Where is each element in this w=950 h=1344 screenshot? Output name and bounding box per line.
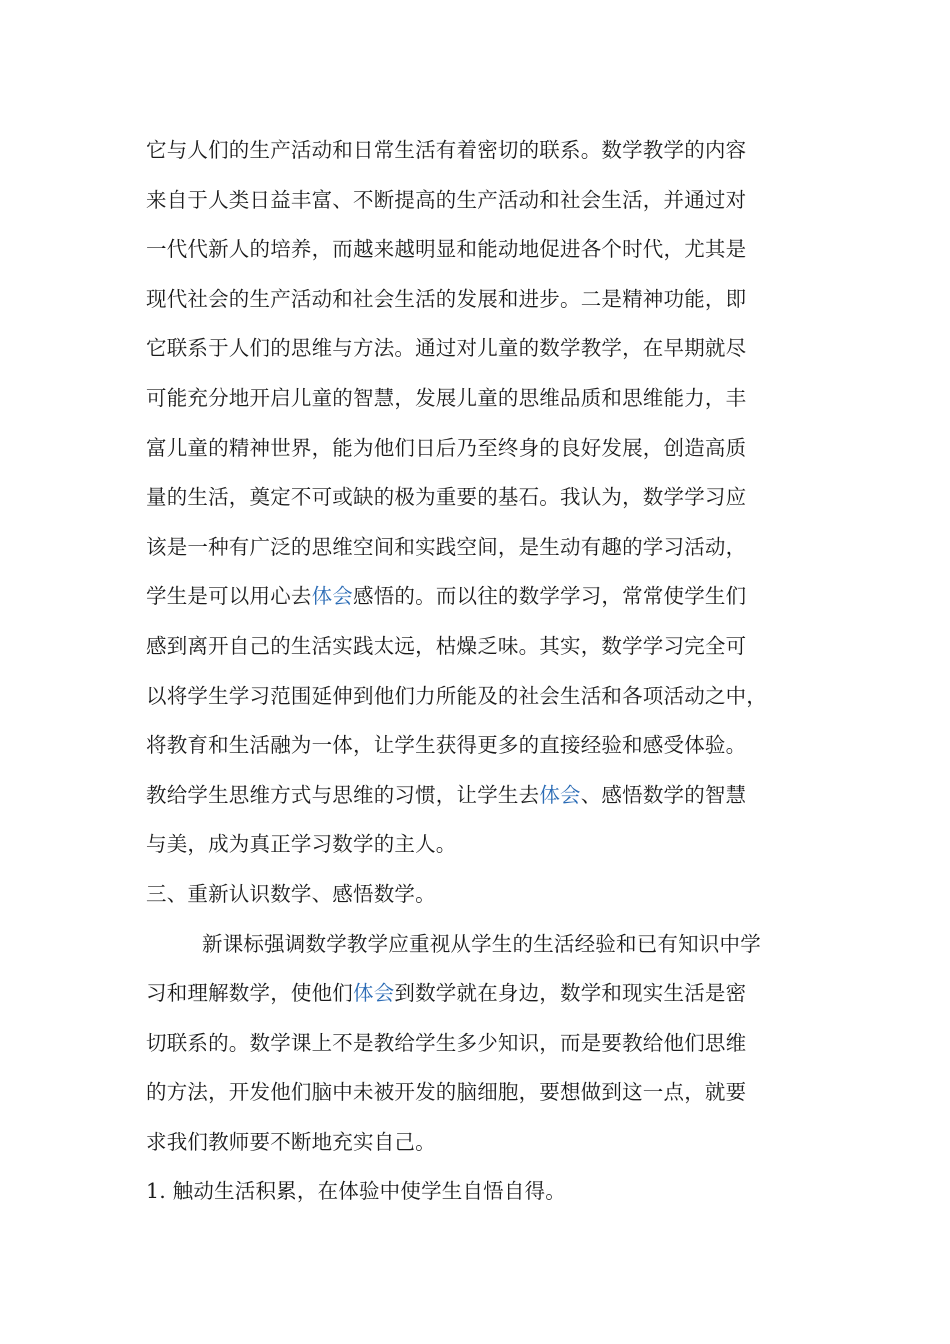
paragraph-line: 与美，成为真正学习数学的主人。 (146, 832, 457, 857)
paragraph-line: 切联系的。数学课上不是教给学生多少知识，而是要教给他们思维 (146, 1030, 747, 1055)
keyword-link[interactable]: 体会 (539, 782, 581, 807)
paragraph-line: 教给学生思维方式与思维的习惯，让学生去体会、感悟数学的智慧 (146, 782, 747, 807)
document-body (146, 126, 836, 1217)
paragraph-line: 新课标强调数学教学应重视从学生的生活经验和已有知识中学 (202, 931, 761, 956)
paragraph-line: 该是一种有广泛的思维空间和实践空间，是生动有趣的学习活动， (146, 534, 747, 559)
paragraph-line: 来自于人类日益丰富、不断提高的生产活动和社会生活，并通过对 (146, 187, 747, 212)
paragraph-line: 以将学生学习范围延伸到他们力所能及的社会生活和各项活动之中， (146, 683, 767, 708)
paragraph-line: 一代代新人的培养，而越来越明显和能动地促进各个时代，尤其是 (146, 237, 747, 262)
paragraph-line: 可能充分地开启儿童的智慧，发展儿童的思维品质和思维能力，丰 (146, 385, 747, 410)
keyword-link[interactable]: 体会 (353, 981, 395, 1006)
keyword-link[interactable]: 体会 (311, 584, 354, 609)
paragraph-line: 感到离开自己的生活实践太远，枯燥乏味。其实，数学学习完全可 (146, 633, 747, 658)
paragraph-line: 学生是可以用心去体会感悟的。而以往的数学学习，常常使学生们 (146, 584, 747, 609)
paragraph-line: 它与人们的生产活动和日常生活有着密切的联系。数学教学的内容 (146, 138, 747, 162)
list-item-heading: 1. 触动生活积累，在体验中使学生自悟自得。 (146, 1179, 566, 1204)
paragraph-line: 的方法，开发他们脑中未被开发的脑细胞，要想做到这一点，就要 (146, 1080, 747, 1105)
section-heading: 三、重新认识数学、感悟数学。 (146, 881, 436, 906)
paragraph-line: 求我们教师要不断地充实自己。 (146, 1129, 436, 1154)
paragraph-line: 现代社会的生产活动和社会生活的发展和进步。二是精神功能，即 (146, 286, 747, 311)
paragraph-line: 量的生活，奠定不可或缺的极为重要的基石。我认为，数学学习应 (146, 485, 747, 510)
paragraph-line: 富儿童的精神世界，能为他们日后乃至终身的良好发展，创造高质 (146, 435, 747, 460)
paragraph-line: 它联系于人们的思维与方法。通过对儿童的数学教学，在早期就尽 (146, 336, 747, 361)
paragraph-line: 习和理解数学，使他们体会到数学就在身边，数学和现实生活是密 (146, 981, 747, 1006)
paragraph-line: 将教育和生活融为一体，让学生获得更多的直接经验和感受体验。 (146, 733, 747, 758)
